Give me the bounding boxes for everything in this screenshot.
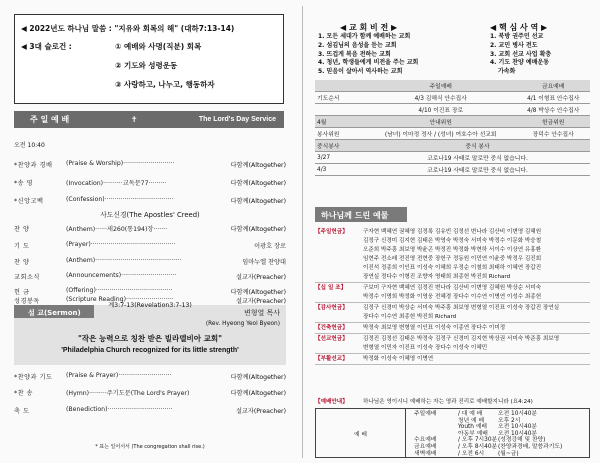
- order-key: *찬양과 기도: [14, 374, 53, 381]
- order-line: [14, 257, 286, 266]
- order-line: [14, 406, 286, 415]
- slogan-2: ② 기도와 성령운동: [115, 61, 178, 70]
- offering-row: [315, 273, 590, 283]
- duty-cell: 4/10 이진표 장로: [365, 104, 516, 116]
- offering-names: 장연실 정다수 이형진 조향자 명태희 최종헌 박진희 Richard: [363, 274, 511, 280]
- order-detail: (Anthem)············································: [66, 257, 182, 264]
- schedule-cell: (찬양과경배, 말씀과기도): [498, 443, 563, 450]
- apostles-creed: 사도신경(The Apostles' Creed): [100, 211, 200, 219]
- order-detail: (Prayer)···········································: [66, 241, 176, 248]
- slogan-prefix: ◀ 3대 슬로건 :: [21, 42, 72, 51]
- schedule-row: [414, 418, 562, 425]
- order-leader: 다함께(Altogether): [230, 226, 286, 233]
- duty-row: [315, 92, 590, 104]
- schedule-cell: Youth 예배: [458, 424, 487, 431]
- duty-cell: 장덕수 안수집사: [516, 128, 590, 140]
- order-detail: (Benediction)·································: [66, 406, 173, 413]
- order-leader: 설교자(Preacher): [235, 408, 286, 415]
- vision-list: [318, 33, 418, 77]
- order-line: [14, 241, 286, 250]
- service-title: 주 일 예 배: [30, 115, 70, 124]
- slogan-3: ③ 사랑하고, 나누고, 행동하자: [115, 80, 215, 89]
- offering-label: [315, 313, 363, 322]
- sermon-box: [14, 305, 286, 365]
- schedule-cell: 주일예배: [414, 411, 437, 417]
- duty-cell: 안내위원: [365, 116, 516, 128]
- duty-label: 중식봉사: [315, 140, 365, 152]
- offering-row: [315, 335, 590, 344]
- order-leader: 이광호 장로: [254, 243, 286, 250]
- order-key: 축 도: [14, 408, 30, 415]
- vision-item: 4. 청년, 학생들에게 비전을 주는 교회: [318, 59, 419, 67]
- schedule-cell: / 대 예 배: [458, 411, 483, 417]
- schedule-cell: 오후 2시: [498, 417, 521, 424]
- order-line: [14, 272, 286, 281]
- vision-title: ◀ 교 회 비 전 ▶: [340, 23, 398, 32]
- worship-schedule: [315, 408, 590, 458]
- schedule-cell: / 오후 8시40분: [458, 443, 498, 450]
- duty-table: [315, 80, 590, 176]
- schedule-cell: (성경강해 및 찬양): [498, 437, 546, 444]
- offering-names: 변형열 이민자 이진표 이성숙 장다수 이성숙 이혜민: [363, 345, 488, 351]
- duty-cell: 중식 봉사: [365, 140, 590, 152]
- offering-row: [315, 324, 590, 334]
- duty-header-blank: [315, 80, 365, 92]
- order-detail: (Offering)·······································: [66, 287, 173, 294]
- vision-item: 2. 섬김님의 음성을 듣는 교회: [318, 41, 397, 49]
- duty-header: [315, 80, 590, 92]
- duty-row: [315, 116, 590, 128]
- duty-row: [315, 128, 590, 140]
- order-key: 헌 금: [14, 289, 30, 296]
- duty-label: 기도순서: [315, 92, 365, 104]
- sermon-preacher-en: (Rev. Hyeong Yeol Byeon): [205, 321, 280, 327]
- order-detail: (Confession)···································: [66, 196, 174, 203]
- vision-item: 3. 뜨겁게 복음 전하는 교회: [318, 50, 391, 58]
- order-line: [14, 196, 286, 205]
- offering-label: [315, 237, 363, 246]
- schedule-cell: 새벽예배: [414, 450, 437, 457]
- schedule-cell: / 오전 6시: [458, 450, 485, 457]
- schedule-cell: 오전 10시40분: [498, 424, 537, 431]
- offering-label: [315, 273, 363, 282]
- offering-names: 이진석 정종희 이인표 이성숙 이혜희 우정순 이철희 최태하 이혜연 장갑진: [363, 265, 542, 271]
- offering-label: [315, 264, 363, 273]
- order-leader: 다함께(Altogether): [230, 162, 286, 169]
- sermon-title-en: 'Philadelphia Church recognized for its little strength': [61, 347, 239, 354]
- order-detail: (Scripture Reading)························: [66, 296, 174, 303]
- theme-prefix: ◀ 2022년도 하나님 말씀 :: [21, 24, 112, 33]
- order-detail: (Invocation)··········교독문77·········: [66, 180, 167, 187]
- order-line: [14, 287, 286, 296]
- duty-label: 4월: [315, 116, 365, 128]
- ministry-list: [490, 33, 551, 77]
- duty-label: 3/27: [315, 152, 365, 164]
- schedule-cell: [414, 424, 458, 431]
- order-line: [14, 224, 286, 233]
- order-key: 성경봉독: [14, 298, 40, 305]
- offering-names: 박정화 이성숙 이혜영 이병연: [363, 356, 434, 362]
- order-key: *찬양과 경배: [14, 162, 53, 169]
- offering-row: [315, 264, 590, 273]
- offering-label: 【감사헌금】: [315, 305, 348, 311]
- order-detail: (Announcements)····························: [66, 272, 177, 279]
- offering-names: 장다수 이수연 최종헌 박진희 Richard: [363, 314, 457, 320]
- schedule-cell: (월~금): [498, 450, 519, 457]
- order-line: [14, 178, 286, 187]
- order-key: *찬 송: [14, 390, 34, 397]
- offering-names: 박정숙 최보영 변형열 이인표 이성숙 이종연 장다수 이미정: [363, 325, 506, 331]
- duty-row: [315, 104, 590, 116]
- duty-cell: 코로나19 사태로 말로만 중식 없습니다.: [365, 164, 590, 176]
- worship-notice-label: 【예배안내】: [315, 399, 348, 405]
- ministry-item: 2. 교민 병사 전도: [490, 41, 538, 49]
- cross-icon: ✝: [130, 115, 138, 124]
- schedule-cell: 수요예배: [414, 437, 437, 444]
- offering-label: 【십 일 조】: [315, 285, 347, 291]
- duty-cell: 헌금위원: [516, 116, 590, 128]
- order-line: [14, 160, 286, 169]
- duty-cell: 4/3 김해식 안수집사: [365, 92, 516, 104]
- duty-label: 봉사위원: [315, 128, 365, 140]
- order-detail: (Hymn)·········주기도문(The Lord's Prayer): [66, 390, 190, 397]
- order-detail: (Praise & Worship)··························: [66, 160, 175, 167]
- theme-verse: "지유와 회복의 해" (대하7:13-14): [114, 24, 235, 33]
- order-leader: 다함께(Altogether): [230, 390, 286, 397]
- order-key: 기 도: [14, 243, 30, 250]
- order-key: 찬 양: [14, 259, 30, 266]
- offering-label: [315, 246, 363, 255]
- ministry-item: 1. 북방 권주민 선교: [490, 33, 544, 40]
- offering-label: 【주일헌금】: [315, 229, 348, 235]
- offering-names: 구보미 구자현 백혜연 김정진 변나라 김산비 이변영 김혜원 박상순 서미숙: [363, 285, 542, 291]
- slogan-1: ① 예배와 사명(직분) 회복: [115, 42, 202, 51]
- order-leader: 다함께(Altogether): [230, 374, 286, 381]
- order-leader: 설교자(Preacher): [235, 274, 286, 281]
- schedule-label: 예 배: [316, 409, 406, 457]
- offering-names: 구자현 백혜연 권혜영 김정록 김유빈 김정선 변나라 김산비 이변영 김혜원: [363, 229, 542, 235]
- offering-row: [315, 293, 590, 303]
- offering-label: [315, 293, 363, 302]
- duty-row: [315, 140, 590, 152]
- duty-label: [315, 104, 365, 116]
- ministry-item: 가속화: [498, 68, 516, 76]
- rise-note: * 표는 일어서서 (The congregation shall rise.): [95, 444, 205, 450]
- order-leader: 다함께(Altogether): [230, 180, 286, 187]
- schedule-row: [414, 437, 562, 444]
- worship-notice-verse: 하나님은 영이시니 예배하는 자는 영과 진리로 예배할지니라 (요4:24): [363, 399, 533, 405]
- yearly-theme: [21, 23, 234, 34]
- vision-item: 1. 모든 세대가 함께 예배하는 교회: [318, 33, 411, 40]
- schedule-cell: 금요예배: [414, 443, 437, 450]
- duty-cell: 4/8 박상수 안수집사: [516, 104, 590, 116]
- offering-label: 【부활선교】: [315, 356, 348, 362]
- sermon-label: 설 교(Sermon): [14, 305, 94, 318]
- theme-box: [14, 14, 284, 104]
- offering-row: [315, 255, 590, 264]
- column-divider: [302, 6, 303, 458]
- schedule-cell: 청년 예 배: [458, 417, 485, 424]
- vision-item: 5. 믿음이 살아서 역사하는 교회: [318, 68, 403, 76]
- order-leader: 설교자(Preacher): [235, 298, 286, 305]
- schedule-cell: [414, 418, 458, 425]
- ministry-item: 3. 교회 선교 사업 확충: [490, 50, 552, 58]
- ministry-title: ◀ 핵 심 사 역 ▶: [490, 23, 548, 32]
- scripture-reference: 계3:7-13(Revelation3:7-13): [108, 302, 192, 309]
- offering-label: 【건축헌금】: [315, 325, 348, 331]
- order-line: [14, 388, 286, 397]
- offering-names: 박정수 이명희 박정화 이영웅 전혜경 장다수 이수연 이병연 이성수 최종헌: [363, 294, 542, 300]
- offering-names: 임현주 전소래 전진영 전현중 장헌구 정동원 이민연 이윤중 박정우 김진회: [363, 256, 542, 262]
- offering-names: 오준희 박주흥 최보영 박윤곤 박정진 박정화 박현하 서이수 이상연 유홍환: [363, 247, 542, 253]
- duty-cell: 4/1 이형표 안수집사: [516, 92, 590, 104]
- offering-names: 김정진 김정선 김태은 박정숙 김정구 신경미 김지현 박상권 서미숙 박준흥 최보영: [363, 336, 560, 342]
- schedule-row: [414, 424, 562, 431]
- order-detail: (Anthem)······새260(통194)장·······: [66, 226, 168, 233]
- order-key: *송 영: [14, 180, 34, 187]
- duty-header-sunday: 주일예배: [365, 80, 516, 92]
- schedule-cell: 아동부 예배: [458, 430, 488, 437]
- schedule-cell: 오전 10시40분: [498, 411, 537, 417]
- duty-label: 4/3: [315, 164, 365, 176]
- order-line: [14, 372, 286, 381]
- offering-row: [315, 228, 590, 237]
- order-key: 교회소식: [14, 274, 40, 281]
- service-title-en: The Lord's Day Service: [198, 116, 276, 123]
- duty-header-friday: 금요예배: [516, 80, 590, 92]
- duty-cell: 코로나19 사태로 말로만 중식 없습니다.: [365, 152, 590, 164]
- offering-row: [315, 344, 590, 354]
- order-detail: (Praise & Prayer)···························: [66, 372, 172, 379]
- order-leader: 다함께(Altogether): [230, 198, 286, 205]
- schedule-cell: 오전 10시40분: [498, 430, 537, 437]
- worship-notice: [315, 397, 590, 405]
- offering-label: 【선교헌금】: [315, 336, 348, 342]
- offering-row: [315, 355, 590, 365]
- offering-names: 김정구 신경미 김지현 김태은 박영숙 박정숙 서미숙 박정수 이문화 박숭철: [363, 238, 542, 244]
- schedule-row: [414, 444, 562, 451]
- offering-title: 하나님께 드린 예물: [315, 207, 407, 222]
- order-leader: 다함께(Altogether): [230, 289, 286, 296]
- offering-names: 김정구 신경미 박상순 서미숙 박주흥 최보영 변형열 이진표 이성숙 장갑진 장연실: [363, 305, 560, 311]
- order-key: 찬 양: [14, 226, 30, 233]
- offering-label: [315, 255, 363, 264]
- service-time: 오전 10:40: [14, 142, 45, 149]
- offering-row: [315, 237, 590, 246]
- schedule-row: [414, 411, 562, 418]
- duty-row: [315, 164, 590, 176]
- duty-row: [315, 152, 590, 164]
- schedule-row: [414, 451, 562, 458]
- order-leader: 임마누엘 찬양대: [242, 259, 286, 266]
- offering-row: [315, 304, 590, 313]
- sermon-title-ko: "작은 능력으로 칭찬 받은 빌라델비아 교회": [77, 334, 223, 343]
- offering-row: [315, 313, 590, 323]
- offering-label: [315, 344, 363, 353]
- order-key: *신앙고백: [14, 198, 44, 205]
- ministry-item: 4. 기도 찬양 예배운동: [490, 59, 550, 67]
- offering-row: [315, 284, 590, 293]
- offering-row: [315, 246, 590, 255]
- sermon-preacher: 변형열 목사: [243, 309, 280, 317]
- schedule-rows: [414, 411, 562, 457]
- schedule-cell: / 오후 7시30분: [458, 437, 498, 444]
- duty-cell: (남녀) 이마정 정사 / (성녀) 여호수아 선교회: [365, 128, 516, 140]
- service-banner: [14, 111, 284, 128]
